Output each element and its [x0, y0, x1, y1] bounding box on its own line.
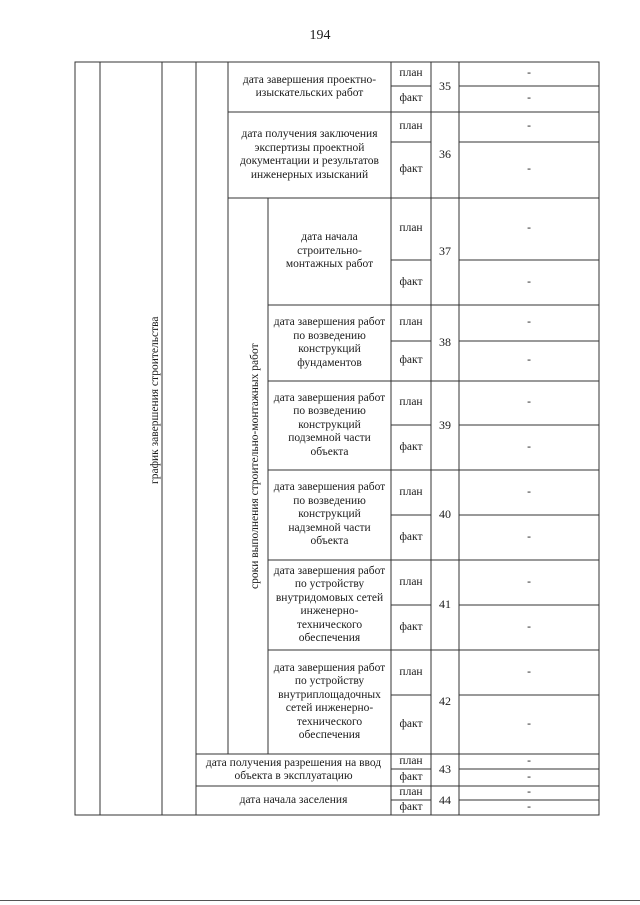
row-number: 41: [439, 597, 451, 612]
plan-value: -: [527, 575, 531, 588]
schedule-group-label: график завершения строительства: [149, 316, 161, 484]
row-label-40: дата завершения работ по возведению конструкций надземной части объекта: [273, 481, 386, 548]
row-number: 36: [439, 147, 451, 162]
plan-label: план: [399, 754, 423, 767]
construction-terms-group-label: сроки выполнения строительно-монтажных работ: [249, 343, 261, 589]
plan-label: план: [399, 396, 423, 409]
plan-value: -: [527, 67, 531, 80]
row-label-41: дата завершения работ по устройству внутридомовых сетей инженерно-технического обеспечения: [273, 564, 386, 644]
fact-value: -: [527, 163, 531, 176]
plan-label: план: [399, 222, 423, 235]
plan-value: -: [527, 485, 531, 498]
plan-value: -: [527, 786, 531, 799]
fact-value: -: [527, 800, 531, 813]
fact-label: факт: [399, 354, 423, 367]
row-number: 44: [439, 792, 451, 807]
fact-label: факт: [399, 275, 423, 288]
plan-label: план: [399, 575, 423, 588]
fact-value: -: [527, 770, 531, 783]
plan-label: план: [399, 67, 423, 80]
plan-value: -: [527, 754, 531, 767]
row-label-36: дата получения заключения экспертизы проектной документации и результатов инженерных изысканий: [240, 128, 379, 181]
fact-value: -: [527, 354, 531, 367]
bottom-rule: [0, 900, 640, 901]
row-number: 42: [439, 694, 451, 709]
row-label-44: дата начала заселения: [239, 793, 348, 806]
fact-label: факт: [399, 800, 423, 813]
plan-label: план: [399, 665, 423, 678]
plan-label: план: [399, 316, 423, 329]
plan-value: -: [527, 665, 531, 678]
fact-label: факт: [399, 530, 423, 543]
fact-value: -: [527, 92, 531, 105]
row-number: 37: [439, 243, 451, 258]
row-number: 40: [439, 507, 451, 522]
fact-value: -: [527, 717, 531, 730]
fact-label: факт: [399, 620, 423, 633]
row-label-35: дата завершения проектно-изыскательских работ: [242, 73, 377, 99]
fact-value: -: [527, 275, 531, 288]
plan-label: план: [399, 485, 423, 498]
fact-label: факт: [399, 717, 423, 730]
fact-label: факт: [399, 92, 423, 105]
page-number: 194: [309, 28, 331, 43]
fact-value: -: [527, 530, 531, 543]
row-number: 38: [439, 335, 451, 350]
fact-value: -: [527, 440, 531, 453]
fact-label: факт: [399, 770, 423, 783]
row-number: 39: [439, 417, 451, 432]
fact-label: факт: [399, 163, 423, 176]
row-number: 35: [439, 79, 451, 94]
plan-label: план: [399, 120, 423, 133]
row-label-43: дата получения разрешения на ввод объекта в эксплуатацию: [205, 756, 382, 782]
row-label-39: дата завершения работ по возведению конструкций подземной части объекта: [273, 391, 386, 458]
plan-value: -: [527, 316, 531, 329]
row-number: 43: [439, 762, 451, 777]
plan-label: план: [399, 786, 423, 799]
plan-value: -: [527, 120, 531, 133]
row-label-37: дата начала строительно-монтажных работ: [285, 231, 374, 271]
plan-value: -: [527, 222, 531, 235]
row-label-42: дата завершения работ по устройству внутриплощадочных сетей инженерно-технического обеспечения: [273, 661, 386, 741]
fact-value: -: [527, 620, 531, 633]
fact-label: факт: [399, 440, 423, 453]
row-label-38: дата завершения работ по возведению конструкций фундаментов: [273, 316, 386, 369]
plan-value: -: [527, 396, 531, 409]
